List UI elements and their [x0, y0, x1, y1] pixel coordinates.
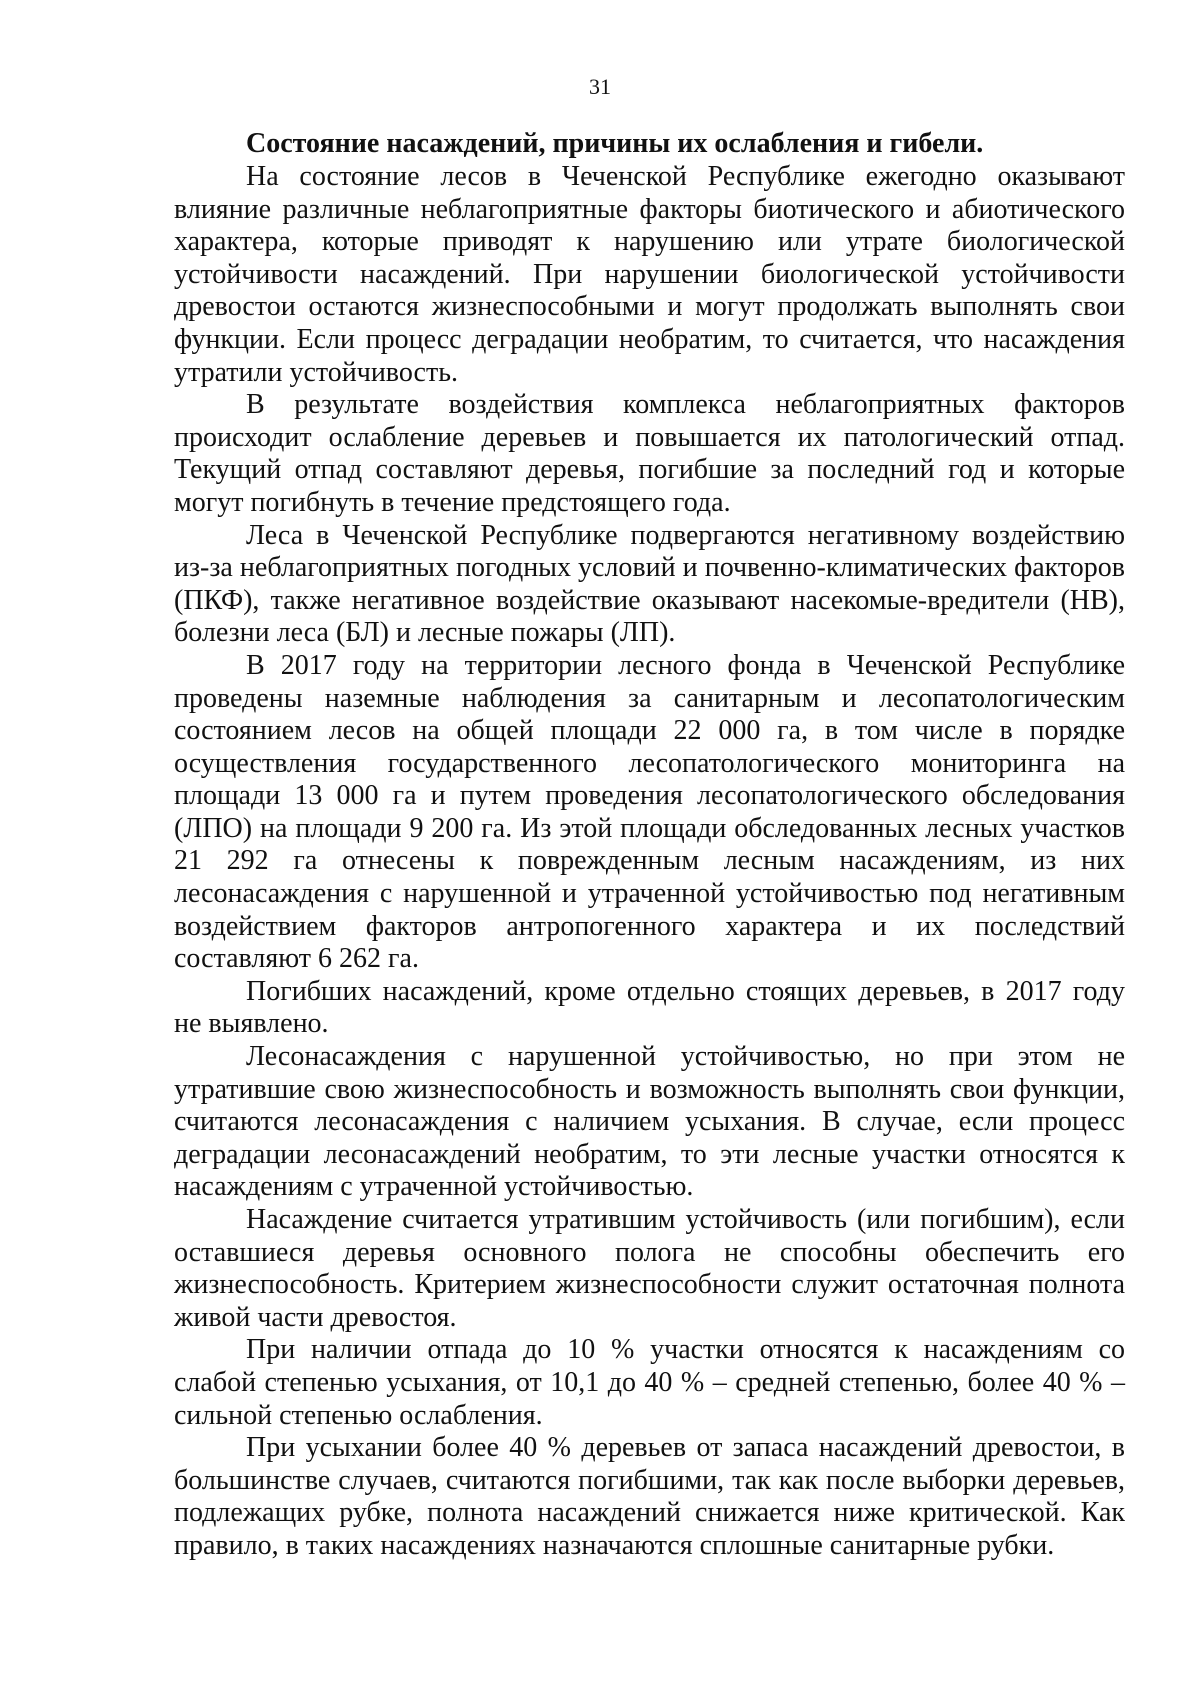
paragraph-6: Лесонасаждения с нарушенной устойчивостью, но при этом не утратившие свою жизнеспособность и возможность выполнять свои функции, считаются лесонасаждения с наличием усыхания. В случае, если процесс деградации лесонасаждений необратим, то эти лесные участки относятся к насаждениям с утраченной устойчивостью. — [174, 1041, 1125, 1203]
paragraph-3: Леса в Чеченской Республике подвергаются негативному воздействию из-за неблагоприятных погодных условий и почвенно-климатических факторов (ПКФ), также негативное воздействие оказывают насекомые-вредители (НВ), болезни леса (БЛ) и лесные пожары (ЛП). — [174, 519, 1125, 649]
paragraph-8: При наличии отпада до 10 % участки относятся к насаждениям со слабой степенью усыхания, от 10,1 до 40 % – средней степенью, более 40 % – сильной степенью ослабления. — [174, 1334, 1125, 1431]
page-number: 31 — [589, 74, 611, 99]
paragraph-2: В результате воздействия комплекса неблагоприятных факторов происходит ослабление деревьев и повышается их патологический отпад. Текущий отпад составляют деревья, погибшие за последний год и которые могут погибнуть в течение предстоящего года. — [174, 389, 1125, 518]
paragraph-1: На состояние лесов в Чеченской Республике ежегодно оказывают влияние различные неблагоприятные факторы биотического и абиотического характера, которые приводят к нарушению или утрате биологической устойчивости насаждений. При нарушении биологической устойчивости древостои остаются жизнеспособными и могут продолжать выполнять свои функции. Если процесс деградации необратим, то считается, что насаждения утратили устойчивость. — [174, 161, 1125, 388]
paragraph-5: Погибших насаждений, кроме отдельно стоящих деревьев, в 2017 году не выявлено. — [174, 975, 1125, 1040]
section-heading: Состояние насаждений, причины их ослабления и гибели. — [246, 128, 984, 159]
paragraph-9: При усыхании более 40 % деревьев от запаса насаждений древостои, в большинстве случаев, считаются погибшими, так как после выборки деревьев, подлежащих рубке, полнота насаждений снижается ниже критической. Как правило, в таких насаждениях назначаются сплошные санитарные рубки. — [174, 1432, 1125, 1561]
page-content — [174, 127, 1125, 1563]
paragraph-4: В 2017 году на территории лесного фонда в Чеченской Республике проведены наземные наблюдения за санитарным и лесопатологическим состоянием лесов на общей площади 22 000 га, в том числе в порядке осуществления государственного лесопатологического мониторинга на площади 13 000 га и путем проведения лесопатологического обследования (ЛПО) на площади 9 200 га. Из этой площади обследованных лесных участков 21 292 га отнесены к поврежденным лесным насаждениям, из них лесонасаждения с нарушенной и утраченной устойчивостью под негативным воздействием факторов антропогенного характера и их последствий составляют 6 262 га. — [174, 649, 1125, 975]
paragraph-7: Насаждение считается утратившим устойчивость (или погибшим), если оставшиеся деревья основного полога не способны обеспечить его жизнеспособность. Критерием жизнеспособности служит остаточная полнота живой части древостоя. — [174, 1204, 1125, 1333]
